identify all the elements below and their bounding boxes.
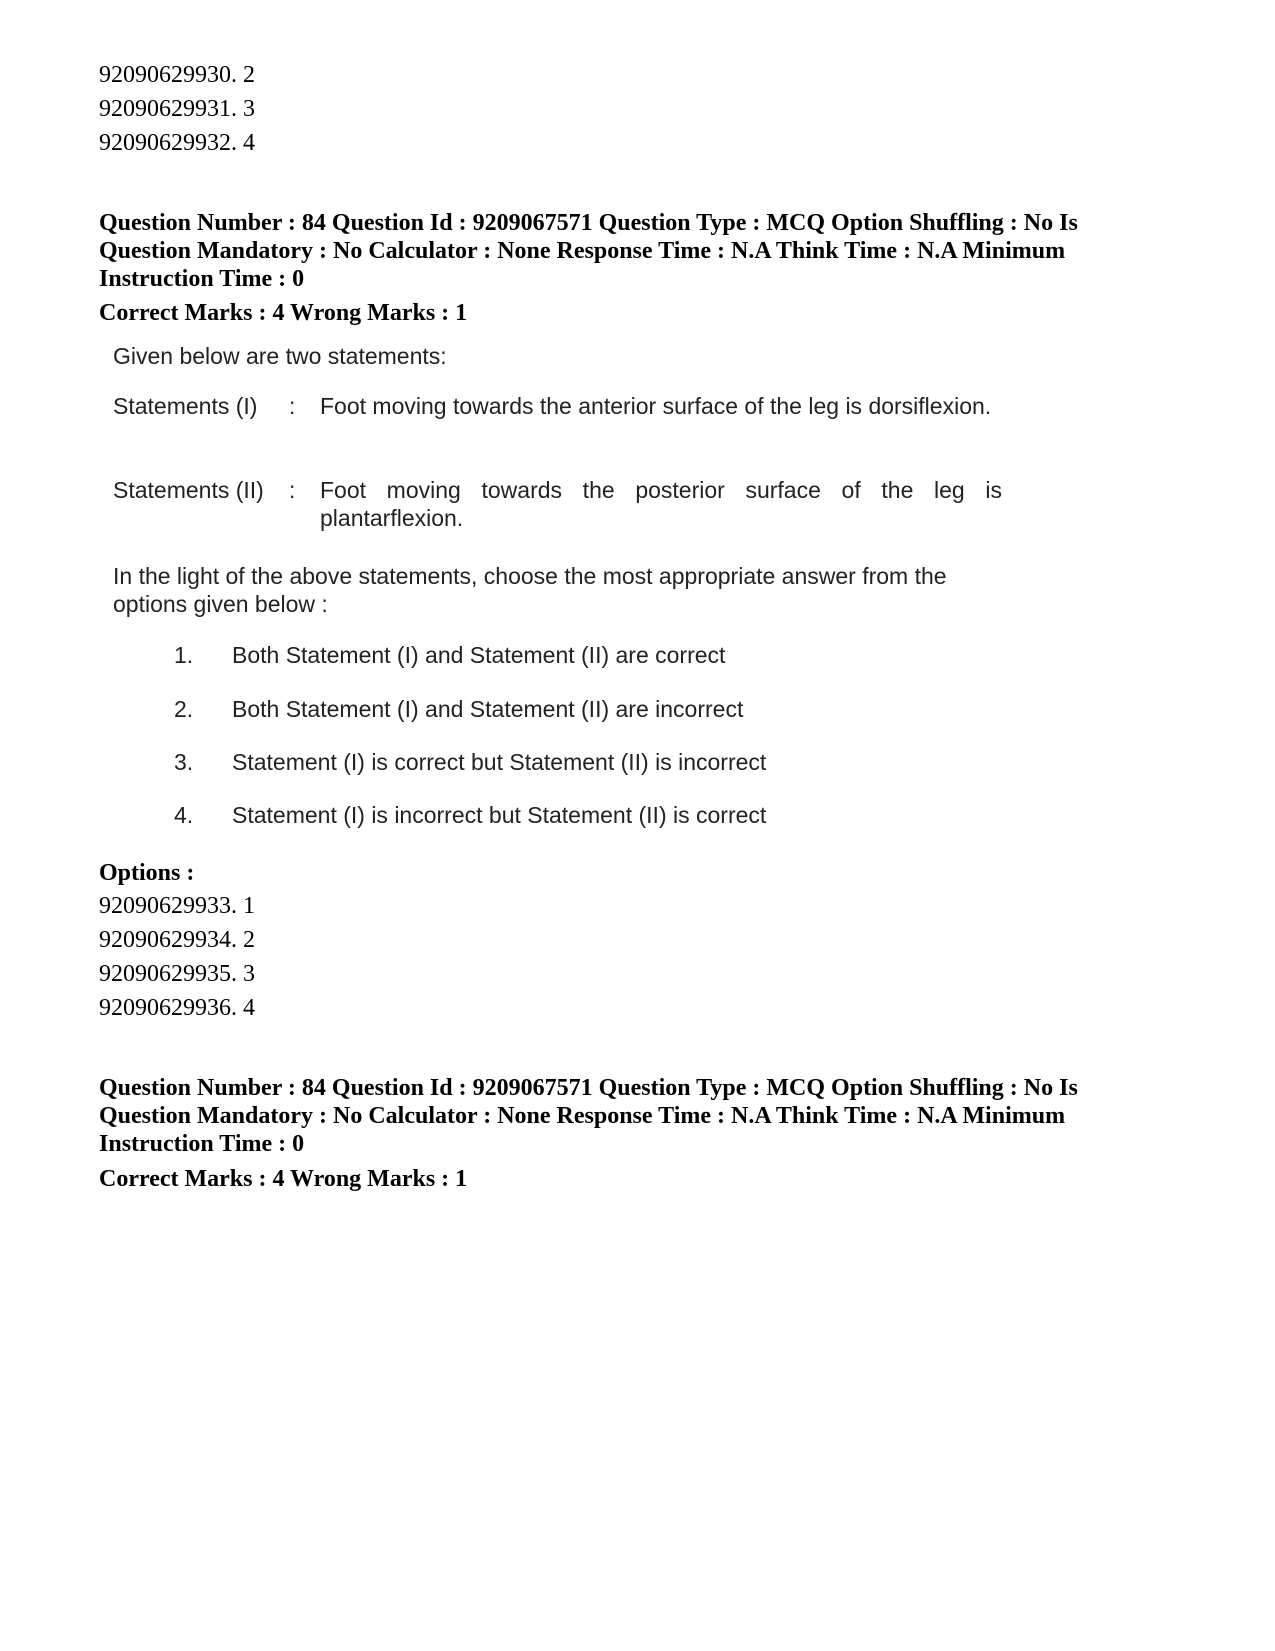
answer-choice [174, 800, 766, 830]
answer-choice [174, 694, 743, 724]
option-line: 92090629930. 2 [99, 62, 255, 88]
previous-options-list [99, 58, 255, 160]
question-header-line: Question Mandatory : No Calculator : None Response Time : N.A Think Time : N.A Minimum [99, 238, 1066, 264]
choice-number: 3. [174, 749, 194, 775]
question-header-line: Question Number : 84 Question Id : 9209067571 Question Type : MCQ Option Shuffling : No Is [99, 210, 1078, 236]
question-header [99, 1074, 1179, 1158]
answer-choice [174, 640, 725, 670]
question-intro: Given below are two statements: [113, 343, 447, 369]
answer-choice [174, 747, 766, 777]
option-line: 92090629931. 3 [99, 96, 255, 122]
option-line: 92090629932. 4 [99, 130, 255, 156]
choice-number: 2. [174, 696, 194, 722]
option-line: 92090629934. 2 [99, 927, 255, 953]
statement-colon: : [289, 393, 296, 419]
choice-number: 1. [174, 642, 194, 668]
option-line: 92090629933. 1 [99, 893, 255, 919]
question-instruction: In the light of the above statements, choose the most appropriate answer from the options given below : [113, 563, 947, 617]
statement-colon: : [289, 477, 296, 503]
options-list [99, 889, 255, 1025]
choice-text: Both Statement (I) and Statement (II) are incorrect [232, 696, 744, 722]
options-heading: Options : [99, 860, 195, 886]
option-line: 92090629935. 3 [99, 961, 255, 987]
choice-text: Both Statement (I) and Statement (II) are correct [232, 642, 726, 668]
statement-label: Statements (I) [113, 393, 258, 419]
choice-text: Statement (I) is correct but Statement (II) is incorrect [232, 749, 767, 775]
choice-number: 4. [174, 802, 194, 828]
question-header-line: Question Mandatory : No Calculator : None Response Time : N.A Think Time : N.A Minimum [99, 1103, 1066, 1129]
marks-line: Correct Marks : 4 Wrong Marks : 1 [99, 1166, 468, 1192]
option-line: 92090629936. 4 [99, 995, 255, 1021]
question-header-line: Instruction Time : 0 [99, 266, 305, 292]
marks-line: Correct Marks : 4 Wrong Marks : 1 [99, 300, 468, 326]
question-header [99, 209, 1179, 293]
statement-text: Foot moving towards the anterior surface of the leg is dorsiflexion. [320, 393, 992, 419]
statement-text: Foot moving towards the posterior surface of the leg is plantarflexion. [320, 477, 1002, 531]
statement-label: Statements (II) [113, 477, 264, 503]
question-header-line: Question Number : 84 Question Id : 9209067571 Question Type : MCQ Option Shuffling : No Is [99, 1075, 1078, 1101]
question-header-line: Instruction Time : 0 [99, 1131, 305, 1157]
choice-text: Statement (I) is incorrect but Statement (II) is correct [232, 802, 767, 828]
